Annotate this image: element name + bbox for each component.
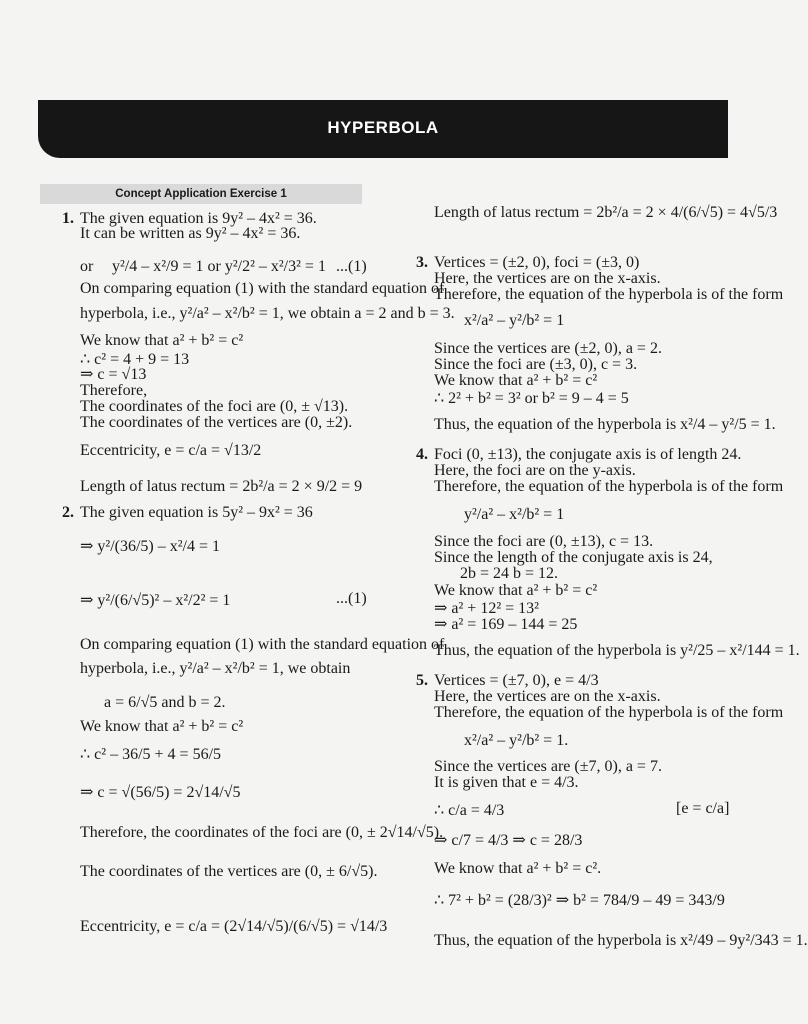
q1-line: On comparing equation (1) with the standard equation of	[80, 280, 445, 297]
q3-line: Therefore, the equation of the hyperbola is of the form	[434, 286, 784, 303]
q1-line: Therefore,	[80, 382, 148, 399]
q5-line: ⇒ c/7 = 4/3 ⇒ c = 28/3	[434, 832, 583, 849]
q2-line: hyperbola, i.e., y²/a² – x²/b² = 1, we obtain	[80, 660, 351, 677]
q1-line: We know that a² + b² = c²	[80, 332, 244, 349]
q5-line: We know that a² + b² = c².	[434, 860, 602, 877]
q5-line: It is given that e = 4/3.	[434, 774, 579, 791]
q1-number: 1.	[62, 210, 74, 227]
q2-line: Therefore, the coordinates of the foci are (0, ± 2√14/√5).	[80, 824, 444, 841]
q1-line: The coordinates of the vertices are (0, ±2).	[80, 414, 353, 431]
q2-line: The coordinates of the vertices are (0, ± 6/√5).	[80, 863, 378, 880]
q5-number: 5.	[416, 672, 428, 689]
q1-line: The given equation is 9y² – 4x² = 36.	[80, 210, 317, 227]
chapter-banner	[38, 100, 728, 158]
q4-line: Since the length of the conjugate axis is 24,	[434, 549, 713, 566]
equation-ref: ...(1)	[336, 590, 367, 607]
q4-line: Here, the foci are on the y-axis.	[434, 462, 636, 479]
q2-line: ⇒ y²/(36/5) – x²/4 = 1	[80, 538, 221, 555]
q5-line: Since the vertices are (±7, 0), a = 7.	[434, 758, 662, 775]
q2-number: 2.	[62, 504, 74, 521]
q5-line: ∴ 7² + b² = (28/3)² ⇒ b² = 784/9 – 49 = 343/9	[434, 892, 725, 909]
q2-line: ⇒ y²/(6/√5)² – x²/2² = 1	[80, 592, 231, 609]
q1-line: Length of latus rectum = 2b²/a = 2 × 9/2 = 9	[80, 478, 363, 495]
equation-ref: ...(1)	[336, 258, 367, 275]
q3-line: Here, the vertices are on the x-axis.	[434, 270, 661, 287]
q1-line: The coordinates of the foci are (0, ± √13).	[80, 398, 349, 415]
q2-line: a = 6/√5 and b = 2.	[104, 694, 226, 711]
q2-line: We know that a² + b² = c²	[80, 718, 244, 735]
q1-line: hyperbola, i.e., y²/a² – x²/b² = 1, we obtain a = 2 and b = 3.	[80, 305, 455, 322]
q4-line: y²/a² – x²/b² = 1	[464, 506, 565, 523]
q5-line: x²/a² – y²/b² = 1.	[464, 732, 569, 749]
q4-line: ⇒ a² + 12² = 13²	[434, 600, 539, 617]
exercise-heading: Concept Application Exercise 1	[40, 184, 362, 204]
q2-line: ∴ c² – 36/5 + 4 = 56/5	[80, 746, 222, 763]
q5-line: Thus, the equation of the hyperbola is x²/49 – 9y²/343 = 1.	[434, 932, 808, 949]
q1-line: ∴ c² = 4 + 9 = 13	[80, 351, 190, 368]
q3-line: Since the foci are (±3, 0), c = 3.	[434, 356, 638, 373]
q4-line: Thus, the equation of the hyperbola is y²/25 – x²/144 = 1.	[434, 642, 800, 659]
q2-line: On comparing equation (1) with the standard equation of	[80, 636, 445, 653]
q4-number: 4.	[416, 446, 428, 463]
q5-line: Here, the vertices are on the x-axis.	[434, 688, 661, 705]
q4-line: Therefore, the equation of the hyperbola is of the form	[434, 478, 784, 495]
q3-line: x²/a² – y²/b² = 1	[464, 312, 565, 329]
q3-line: Since the vertices are (±2, 0), a = 2.	[434, 340, 662, 357]
q5-side-note: [e = c/a]	[676, 800, 730, 817]
q4-line: Since the foci are (0, ±13), c = 13.	[434, 533, 654, 550]
q4-line: ⇒ a² = 169 – 144 = 25	[434, 616, 578, 633]
q2-line: ⇒ c = √(56/5) = 2√14/√5	[80, 784, 241, 801]
q1-equation: y²/4 – x²/9 = 1 or y²/2² – x²/3² = 1	[112, 258, 326, 275]
q4-line: We know that a² + b² = c²	[434, 582, 598, 599]
q5-line: ∴ c/a = 4/3	[434, 802, 505, 819]
q2-line: Eccentricity, e = c/a = (2√14/√5)/(6/√5) = √14/3	[80, 918, 388, 935]
q1-line: or	[80, 258, 94, 275]
q1-line: It can be written as 9y² – 4x² = 36.	[80, 225, 301, 242]
q3-line: We know that a² + b² = c²	[434, 372, 598, 389]
q5-line: Vertices = (±7, 0), e = 4/3	[434, 672, 599, 689]
q2-line: The given equation is 5y² – 9x² = 36	[80, 504, 313, 521]
q5-line: Therefore, the equation of the hyperbola is of the form	[434, 704, 784, 721]
q3-line: ∴ 2² + b² = 3² or b² = 9 – 4 = 5	[434, 390, 629, 407]
q3-number: 3.	[416, 254, 428, 271]
latus-rectum-line: Length of latus rectum = 2b²/a = 2 × 4/(6/√5) = 4√5/3	[434, 204, 778, 221]
q1-line: Eccentricity, e = c/a = √13/2	[80, 442, 262, 459]
q4-line: 2b = 24 b = 12.	[460, 565, 559, 582]
q3-line: Vertices = (±2, 0), foci = (±3, 0)	[434, 254, 640, 271]
q4-line: Foci (0, ±13), the conjugate axis is of length 24.	[434, 446, 742, 463]
q3-line: Thus, the equation of the hyperbola is x²/4 – y²/5 = 1.	[434, 416, 776, 433]
q1-line: ⇒ c = √13	[80, 366, 147, 383]
chapter-title: HYPERBOLA	[327, 118, 439, 137]
